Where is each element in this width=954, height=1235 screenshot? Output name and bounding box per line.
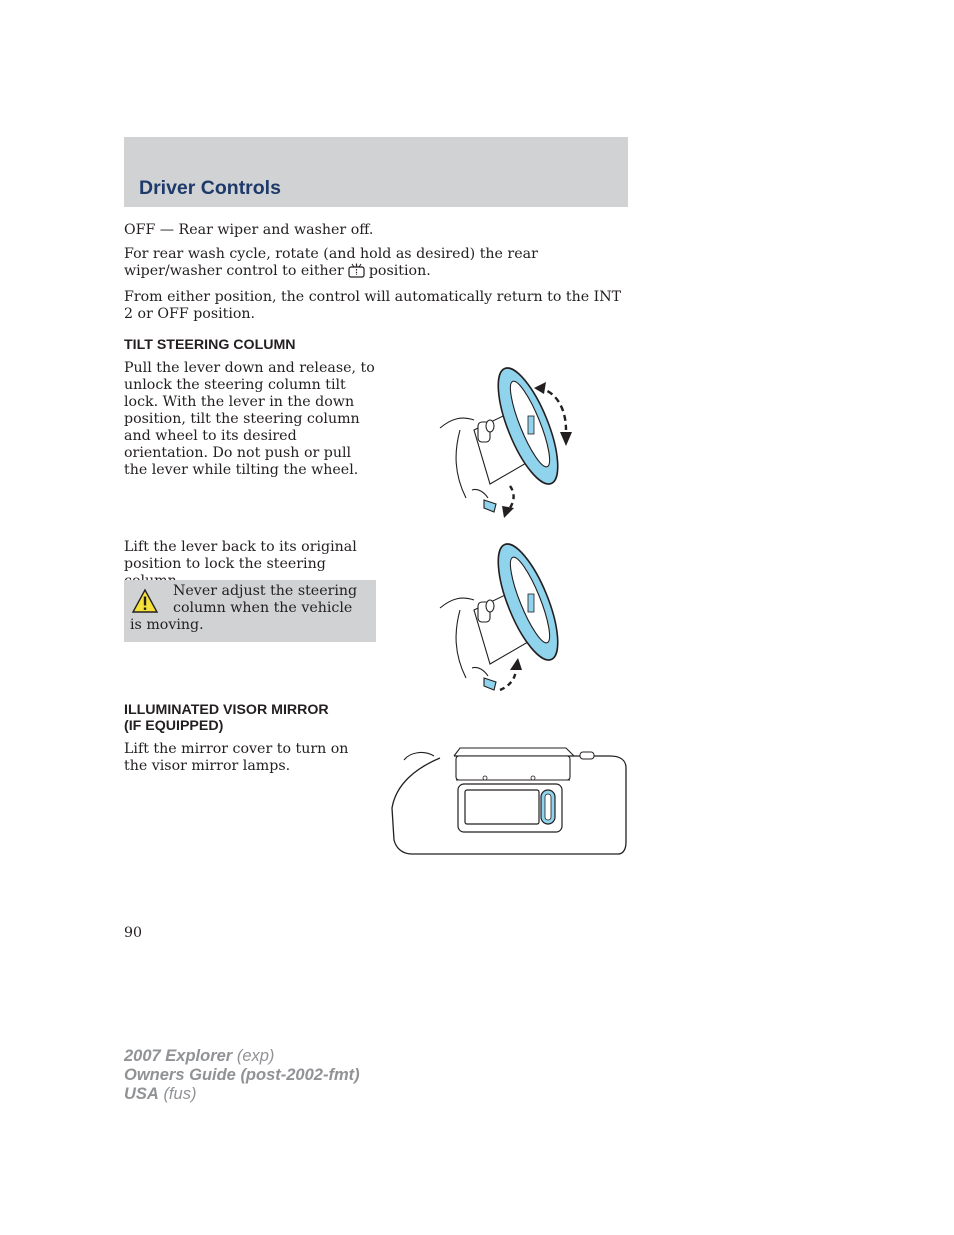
tilt-steering-heading: TILT STEERING COLUMN <box>124 337 296 353</box>
visor-mirror-illustration <box>390 744 630 858</box>
washer-spray-icon <box>347 263 366 283</box>
visor-mirror-heading: ILLUMINATED VISOR MIRROR (IF EQUIPPED) <box>124 702 329 734</box>
tilt-unlock-illustration <box>438 360 578 520</box>
warning-box <box>124 580 376 642</box>
footer-line-2: Owners Guide (post-2002-fmt) <box>124 1066 360 1084</box>
footer-line-3: USA (fus) <box>124 1085 197 1103</box>
section-title: Driver Controls <box>139 177 281 199</box>
document-footer <box>124 1047 360 1104</box>
auto-return-text: From either position, the control will automatically return to the INT 2 or OFF position. <box>124 289 622 322</box>
tilt-steering-instructions: Pull the lever down and release, to unlock the steering column tilt lock. With the lever in the down position, tilt the steering column and wheel to its desired orientation. Do not push or pull the lever while tilting the wheel. <box>124 360 375 478</box>
tilt-lock-illustration <box>438 540 578 700</box>
visor-mirror-text: Lift the mirror cover to turn on the visor mirror lamps. <box>124 741 349 774</box>
rear-wiper-off-text: OFF — Rear wiper and washer off. <box>124 222 374 238</box>
page-number: 90 <box>124 925 143 941</box>
rear-wash-cycle-text: For rear wash cycle, rotate (and hold as desired) the rear wiper/washer control to either position. <box>124 246 624 283</box>
warning-text: Never adjust the steering column when the vehicle is moving. <box>130 583 358 633</box>
tilt-lock-text: Lift the lever back to its original position to lock the steering <box>124 539 357 572</box>
footer-line-1: 2007 Explorer (exp) <box>124 1047 275 1065</box>
